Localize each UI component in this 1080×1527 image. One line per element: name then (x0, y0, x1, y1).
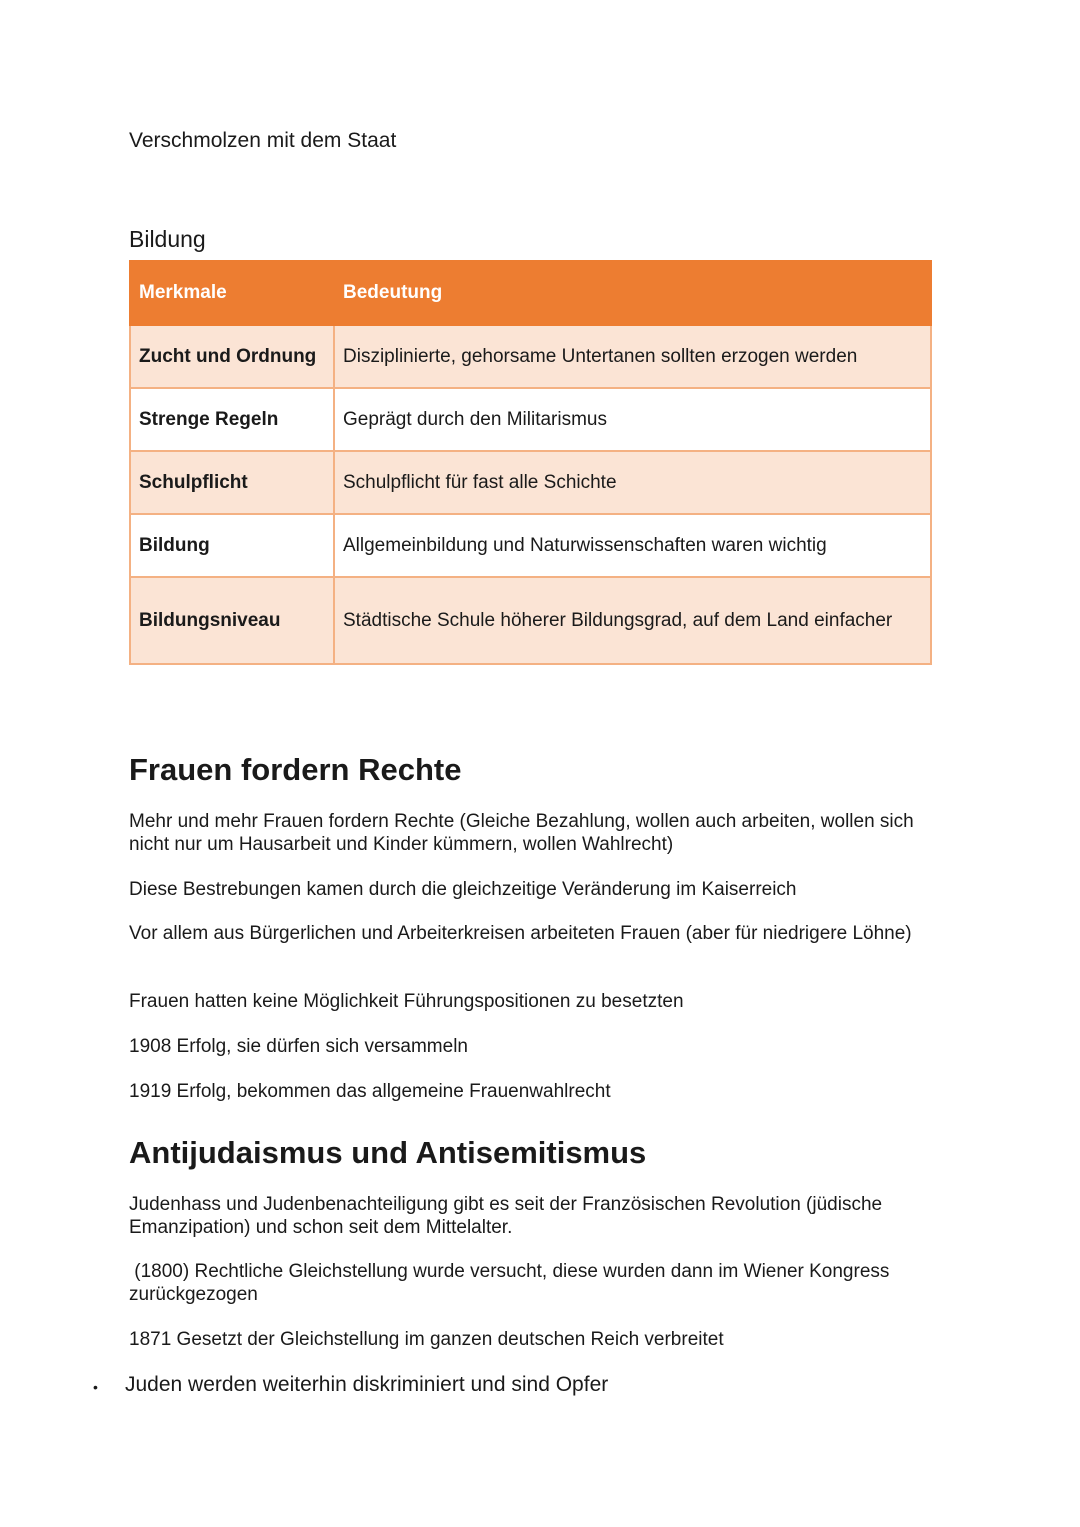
paragraph: (1800) Rechtliche Gleichstellung wurde versucht, diese wurden dann im Wiener Kongress zurückgezogen (129, 1261, 895, 1305)
intro-line: Verschmolzen mit dem Staat (129, 129, 397, 152)
row-key: Strenge Regeln (130, 388, 334, 451)
row-value: Schulpflicht für fast alle Schichte (334, 451, 931, 514)
row-value: Städtische Schule höherer Bildungsgrad, auf dem Land einfacher (334, 577, 931, 664)
table-header-row (130, 261, 931, 325)
row-key: Zucht und Ordnung (130, 325, 334, 388)
table-row (130, 577, 931, 664)
bildung-table (129, 260, 932, 665)
paragraph: Frauen hatten keine Möglichkeit Führungspositionen zu besetzten (129, 991, 684, 1012)
paragraph: Diese Bestrebungen kamen durch die gleichzeitige Veränderung im Kaiserreich (129, 879, 797, 900)
table-row (130, 388, 931, 451)
table-row (130, 514, 931, 577)
row-value: Disziplinierte, gehorsame Untertanen sollten erzogen werden (334, 325, 931, 388)
row-key: Schulpflicht (130, 451, 334, 514)
section-heading-frauen: Frauen fordern Rechte (129, 752, 462, 787)
row-key: Bildungsniveau (130, 577, 334, 664)
header-merkmale: Merkmale (130, 261, 334, 325)
bildung-heading: Bildung (129, 226, 206, 252)
paragraph: Judenhass und Judenbenachteiligung gibt es seit der Französischen Revolution (jüdische Emanzipation) und schon seit dem Mittelalter. (129, 1194, 883, 1238)
table-row (130, 325, 931, 388)
paragraph: Vor allem aus Bürgerlichen und Arbeiterkreisen arbeiteten Frauen (aber für niedrigere Löhne) (129, 923, 912, 944)
row-key: Bildung (130, 514, 334, 577)
section-heading-antisemitismus: Antijudaismus und Antisemitismus (129, 1135, 647, 1170)
paragraph: 1871 Gesetzt der Gleichstellung im ganzen deutschen Reich verbreitet (129, 1329, 724, 1350)
table-row (130, 451, 931, 514)
paragraph: Mehr und mehr Frauen fordern Rechte (Gleiche Bezahlung, wollen auch arbeiten, wollen sich nicht nur um Hausarbeit und Kinder kümmern, wollen Wahlrecht) (129, 811, 914, 855)
paragraph: 1919 Erfolg, bekommen das allgemeine Frauenwahlrecht (129, 1081, 611, 1102)
paragraph: 1908 Erfolg, sie dürfen sich versammeln (129, 1036, 468, 1057)
row-value: Allgemeinbildung und Naturwissenschaften waren wichtig (334, 514, 931, 577)
bullet-item: Juden werden weiterhin diskriminiert und sind Opfer (125, 1373, 609, 1396)
row-value: Geprägt durch den Militarismus (334, 388, 931, 451)
header-bedeutung: Bedeutung (334, 261, 931, 325)
bullet-icon: • (93, 1379, 98, 1395)
